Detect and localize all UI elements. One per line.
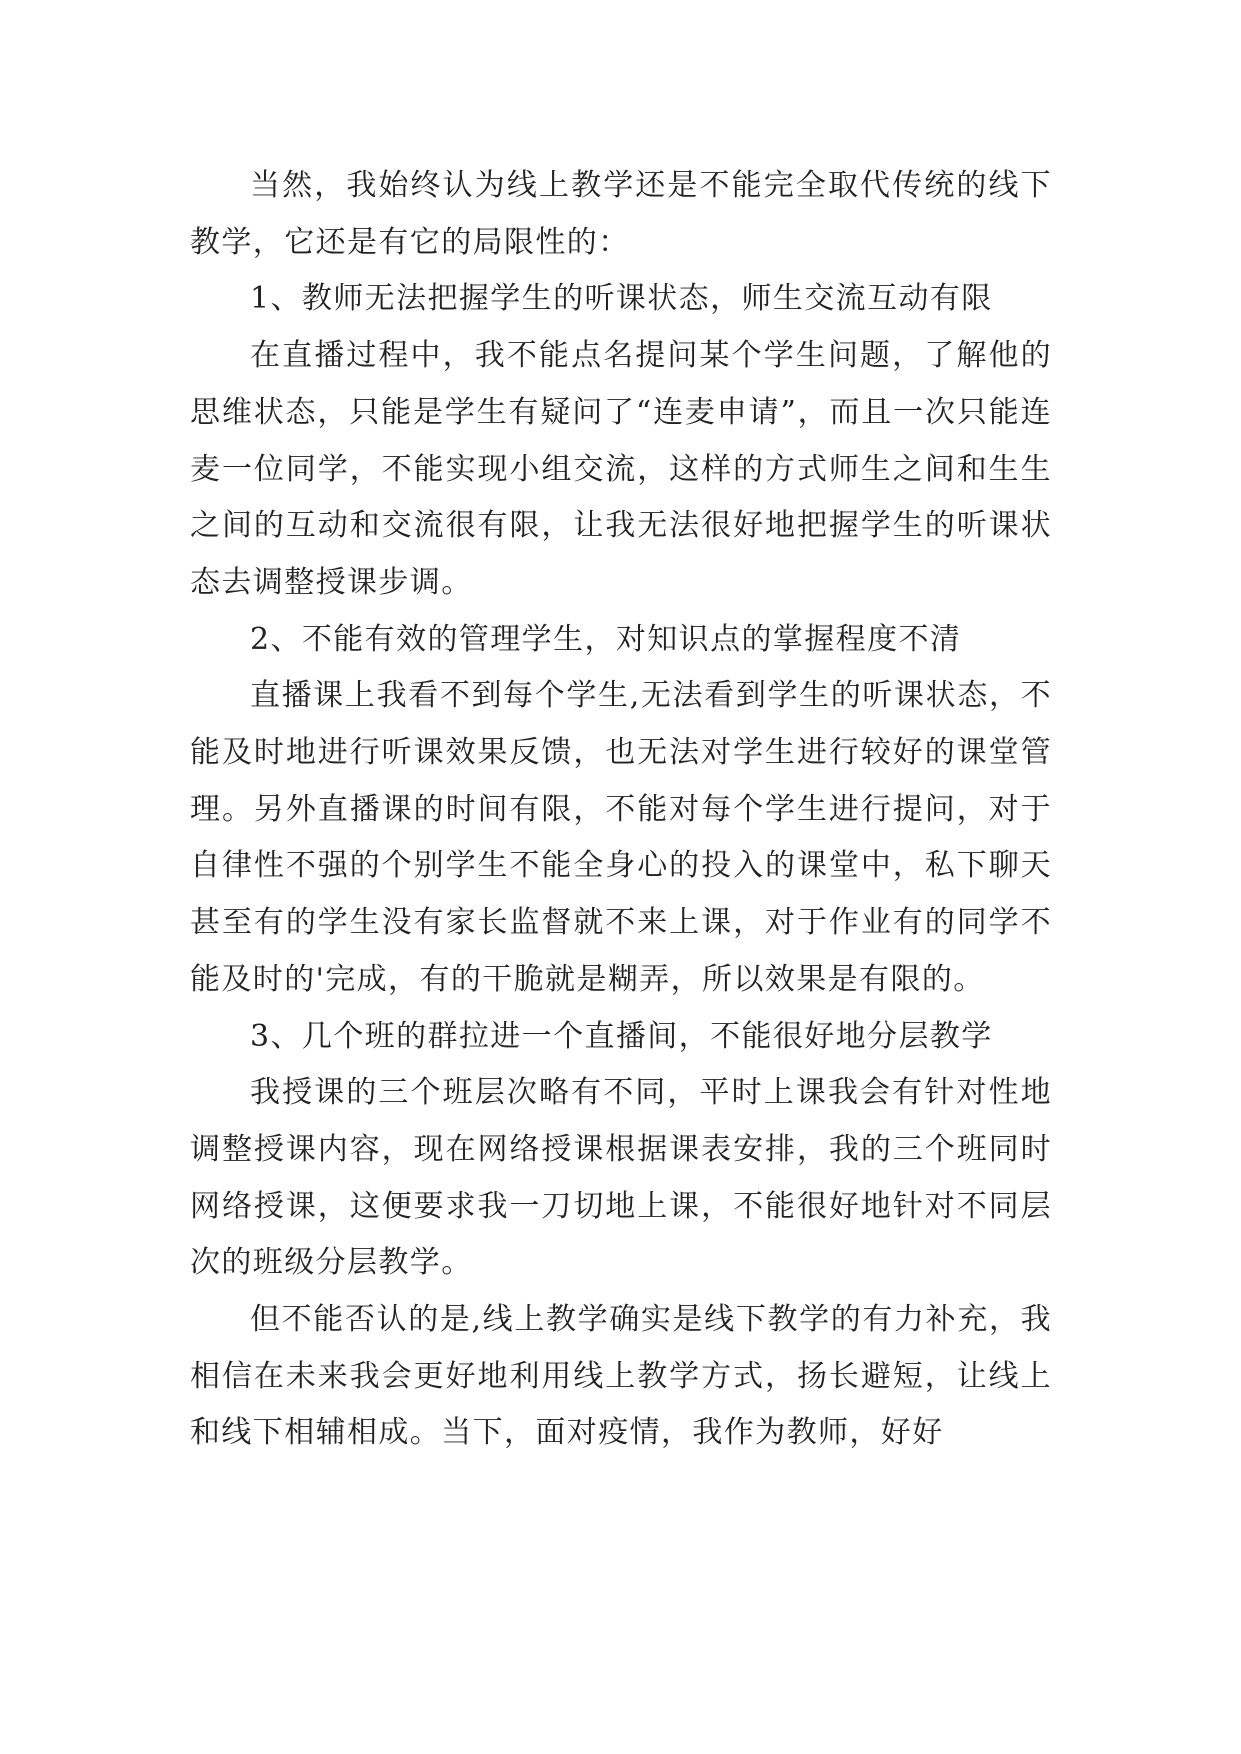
document-body — [190, 158, 1052, 1462]
paragraph-point-3: 我授课的三个班层次略有不同，平时上课我会有针对性地调整授课内容，现在网络授课根据课表安排，我的三个班同时网络授课，这便要求我一刀切地上课，不能很好地针对不同层次的班级分层教学。 — [190, 1075, 1052, 1281]
heading-point-1: 1、教师无法把握学生的听课状态，师生交流互动有限 — [250, 281, 993, 317]
paragraph-point-2: 直播课上我看不到每个学生,无法看到学生的听课状态，不能及时地进行听课效果反馈，也无法对学生进行较好的课堂管理。另外直播课的时间有限，不能对每个学生进行提问，对于自律性不强的个别学生不能全身心的投入的课堂中，私下聊天甚至有的学生没有家长监督就不来上课，对于作业有的同学不能及时的'完成，有的干脆就是糊弄，所以效果是有限的。 — [190, 678, 1052, 997]
paragraph-point-1: 在直播过程中，我不能点名提问某个学生问题，了解他的思维状态，只能是学生有疑问了“连麦申请”，而且一次只能连麦一位同学，不能实现小组交流，这样的方式师生之间和生生之间的互动和交流很有限，让我无法很好地把握学生的听课状态去调整授课步调。 — [190, 338, 1052, 600]
heading-point-2: 2、不能有效的管理学生，对知识点的掌握程度不清 — [250, 621, 962, 657]
paragraph-intro: 当然，我始终认为线上教学还是不能完全取代传统的线下教学，它还是有它的局限性的： — [190, 168, 1052, 260]
paragraph-conclusion: 但不能否认的是,线上教学确实是线下教学的有力补充，我相信在未来我会更好地利用线上教学方式，扬长避短，让线上和线下相辅相成。当下，面对疫情，我作为教师，好好 — [190, 1302, 1052, 1451]
heading-point-3: 3、几个班的群拉进一个直播间，不能很好地分层教学 — [250, 1018, 993, 1054]
